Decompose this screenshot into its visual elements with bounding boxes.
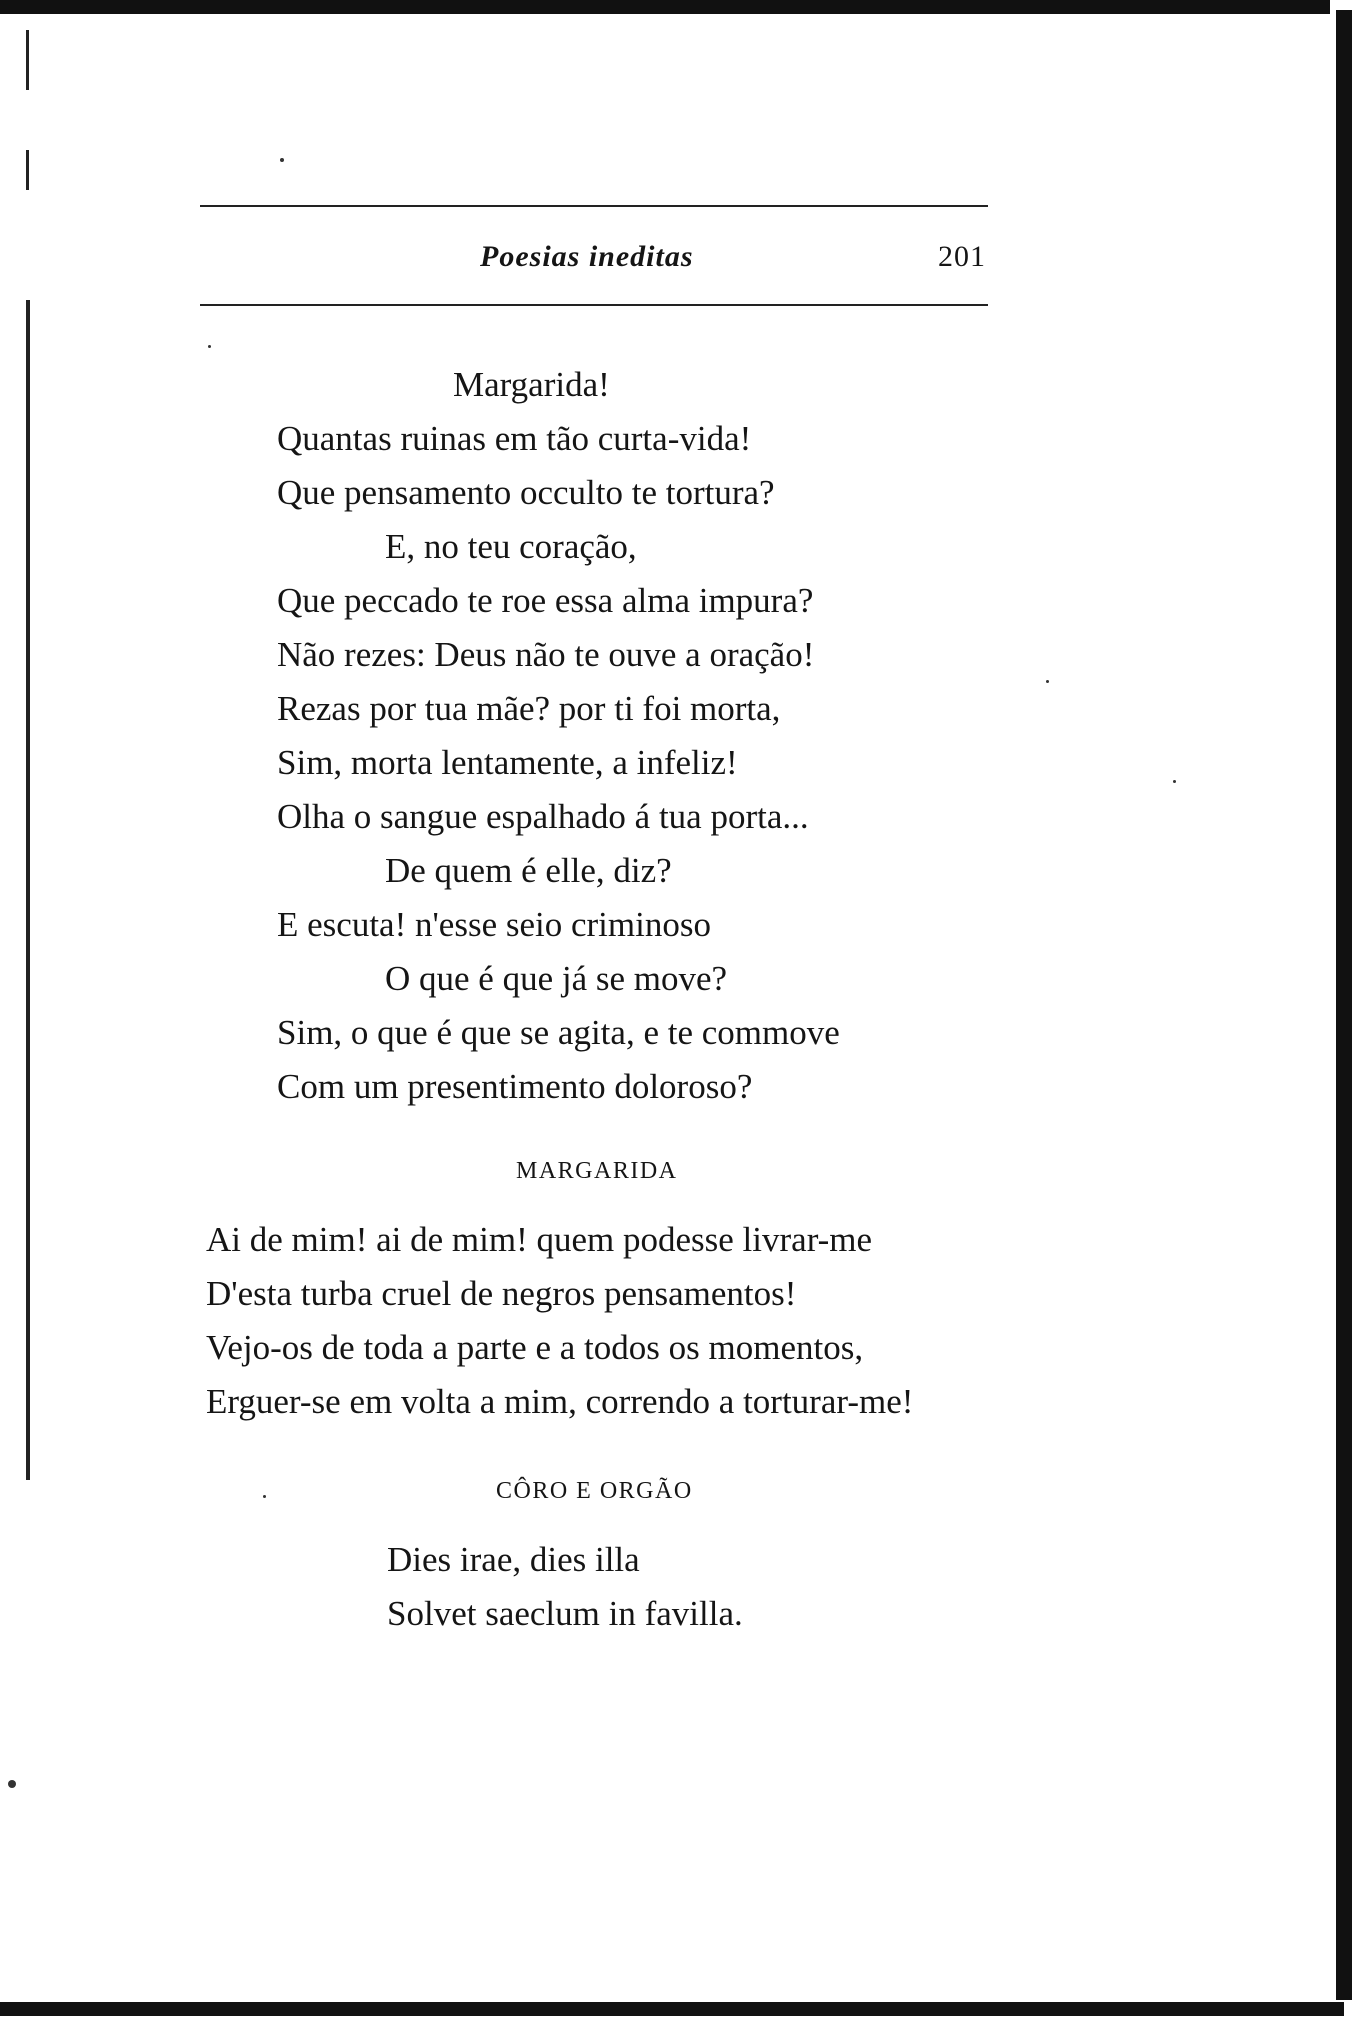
header-rule-top (200, 205, 988, 207)
scan-speck (1046, 680, 1049, 683)
running-title: Poesias ineditas (480, 240, 694, 273)
speaker-name: CÔRO E ORGÃO (496, 1478, 693, 1504)
verse-line: E, no teu coração, (385, 527, 637, 566)
scan-speck (280, 158, 284, 162)
page-number: 201 (938, 240, 986, 273)
scan-speck (263, 1495, 266, 1498)
verse-line: Vejo-os de toda a parte e a todos os momentos, (206, 1328, 864, 1367)
verse-stanza (277, 358, 840, 1114)
verse-line: O que é que já se move? (385, 959, 728, 998)
verse-line: Quantas ruinas em tão curta-vida! (277, 419, 752, 458)
running-head (200, 236, 988, 282)
verse-line: Não rezes: Deus não te ouve a oração! (277, 635, 815, 674)
verse-line: D'esta turba cruel de negros pensamentos! (206, 1274, 797, 1313)
verse-line: Sim, morta lentamente, a infeliz! (277, 743, 738, 782)
scan-border-bottom (0, 2002, 1344, 2016)
verse-line: Olha o sangue espalhado á tua porta... (277, 797, 809, 836)
verse-line: E escuta! n'esse seio criminoso (277, 905, 711, 944)
verse-stanza (206, 1213, 913, 1429)
verse-line: Sim, o que é que se agita, e te commove (277, 1013, 840, 1052)
scan-border-right (1336, 10, 1352, 2000)
verse-line: Com um presentimento doloroso? (277, 1067, 753, 1106)
verse-line: Que peccado te roe essa alma impura? (277, 581, 814, 620)
verse-stanza (387, 1533, 743, 1641)
scan-speck (8, 1780, 16, 1788)
header-rule-bottom (200, 304, 988, 306)
scan-border-left-fragment (26, 150, 29, 190)
verse-line: Dies irae, dies illa (387, 1540, 640, 1579)
verse-line: Ai de mim! ai de mim! quem podesse livrar-me (206, 1220, 873, 1259)
verse-line: Margarida! (453, 365, 610, 404)
scan-border-left-fragment (26, 30, 29, 90)
verse-line: Rezas por tua mãe? por ti foi morta, (277, 689, 781, 728)
verse-line: Erguer-se em volta a mim, correndo a torturar-me! (206, 1382, 914, 1421)
scan-border-top (0, 0, 1330, 14)
verse-line: De quem é elle, diz? (385, 851, 672, 890)
scan-speck (208, 345, 211, 348)
speaker-name: MARGARIDA (516, 1158, 678, 1184)
verse-line: Solvet saeclum in favilla. (387, 1594, 743, 1633)
scan-speck (1173, 780, 1176, 783)
verse-line: Que pensamento occulto te tortura? (277, 473, 775, 512)
scan-border-left (26, 300, 30, 1480)
